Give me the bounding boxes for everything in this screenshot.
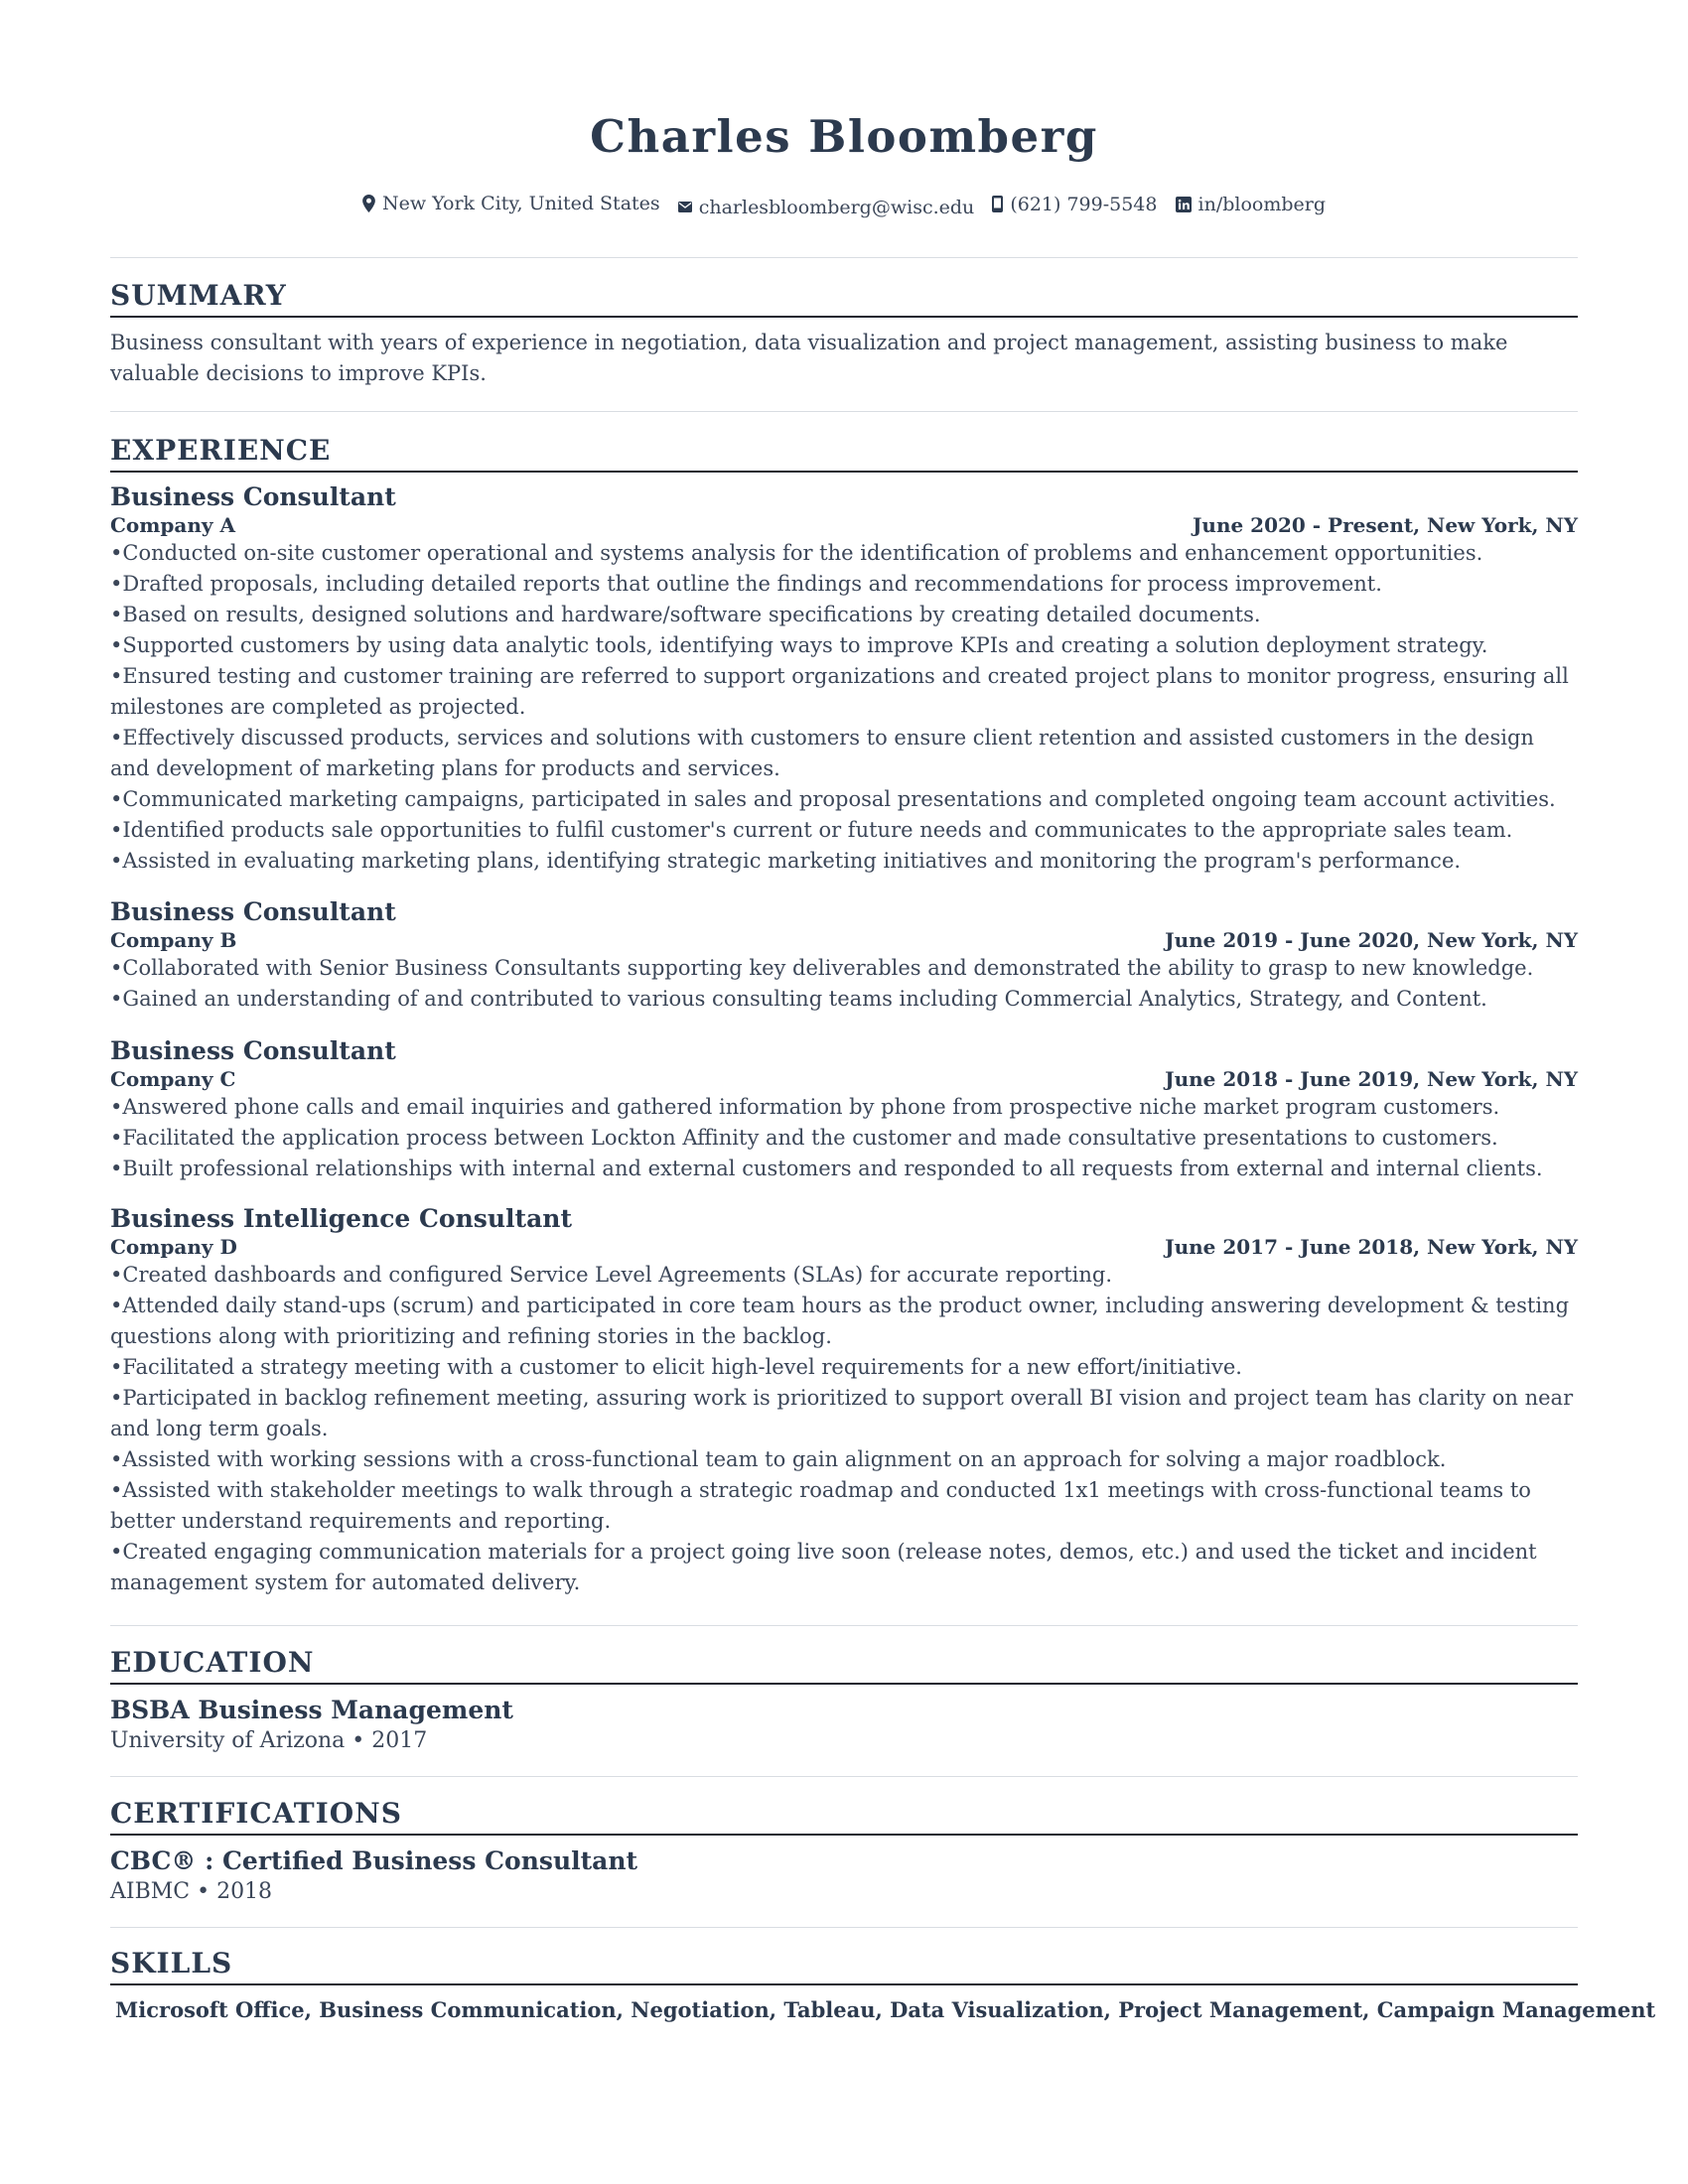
summary-text: Business consultant with years of experience in negotiation, data visualization and project management, assisting business to make valuable decisions to improve KPIs. bbox=[110, 331, 1508, 385]
divider bbox=[110, 257, 1578, 258]
section-heading-education: EDUCATION bbox=[110, 1645, 1578, 1685]
location-text: New York City, United States bbox=[381, 193, 660, 214]
divider bbox=[110, 1776, 1578, 1777]
contact-phone[interactable] bbox=[992, 190, 1157, 219]
job-bullet: • Identified products sale opportunities to fulfil customer's current or future needs and communicates to the appropriate sales team. bbox=[110, 815, 1578, 846]
job-subheader bbox=[110, 927, 1578, 953]
linkedin-text[interactable]: in/bloomberg bbox=[1197, 194, 1327, 215]
phone-text[interactable]: (621) 799-5548 bbox=[1010, 193, 1158, 215]
job-bullet: • Built professional relationships with internal and external customers and responded to all requests from external and internal clients. bbox=[110, 1154, 1578, 1184]
linkedin-icon bbox=[1176, 197, 1192, 212]
job-bullet: • Created engaging communication materials for a project going live soon (release notes, demos, etc.) and used the ticket and incident management system for automated delivery. bbox=[110, 1537, 1578, 1598]
job-bullet: • Facilitated the application process between Lockton Affinity and the customer and made consultative presentations to customers. bbox=[110, 1123, 1578, 1154]
contact-email[interactable] bbox=[678, 193, 975, 222]
contact-line bbox=[110, 189, 1578, 222]
job-company: Company B bbox=[110, 928, 237, 952]
section-heading-certifications: CERTIFICATIONS bbox=[110, 1796, 1578, 1836]
certification-entry bbox=[110, 1845, 1578, 1907]
job-company: Company C bbox=[110, 1067, 236, 1091]
job-subheader bbox=[110, 512, 1578, 538]
job-bullet: • Facilitated a strategy meeting with a customer to elicit high-level requirements for a new effort/initiative. bbox=[110, 1352, 1578, 1383]
education-degree: BSBA Business Management bbox=[110, 1696, 513, 1724]
job-bullets bbox=[110, 953, 1578, 1015]
divider bbox=[110, 1625, 1578, 1626]
job-entry bbox=[110, 482, 1578, 877]
candidate-name: Charles Bloomberg bbox=[590, 110, 1098, 163]
job-bullet: • Supported customers by using data analytic tools, identifying ways to improve KPIs and creating a solution deployment strategy. bbox=[110, 630, 1578, 661]
envelope-icon bbox=[678, 202, 692, 212]
section-heading-summary: SUMMARY bbox=[110, 278, 1578, 318]
job-dates-location: June 2018 - June 2019, New York, NY bbox=[1165, 1067, 1578, 1091]
job-bullet: • Effectively discussed products, services and solutions with customers to ensure client retention and assisted customers in the design and development of marketing plans for products and services. bbox=[110, 723, 1578, 784]
job-bullets bbox=[110, 1260, 1578, 1598]
contact-location bbox=[362, 189, 660, 218]
job-entry bbox=[110, 897, 1578, 1015]
job-bullet: • Communicated marketing campaigns, participated in sales and proposal presentations and completed ongoing team account activities. bbox=[110, 784, 1578, 815]
job-title: Business Intelligence Consultant bbox=[110, 1204, 572, 1233]
job-dates-location: June 2019 - June 2020, New York, NY bbox=[1165, 928, 1578, 952]
contact-linkedin[interactable] bbox=[1176, 190, 1327, 219]
divider bbox=[110, 1927, 1578, 1928]
job-bullet: • Conducted on-site customer operational and systems analysis for the identification of problems and enhancement opportunities. bbox=[110, 538, 1578, 569]
job-entry bbox=[110, 1204, 1578, 1598]
section-heading-experience: EXPERIENCE bbox=[110, 433, 1578, 473]
job-bullets bbox=[110, 538, 1578, 877]
job-title: Business Consultant bbox=[110, 897, 396, 926]
education-entry bbox=[110, 1695, 1578, 1756]
job-dates-location: June 2017 - June 2018, New York, NY bbox=[1165, 1235, 1578, 1259]
job-bullet: • Gained an understanding of and contributed to various consulting teams including Commercial Analytics, Strategy, and Content. bbox=[110, 984, 1578, 1015]
email-text[interactable]: charlesbloomberg@wisc.edu bbox=[698, 196, 975, 218]
job-bullet: • Participated in backlog refinement meeting, assuring work is prioritized to support overall BI vision and project team has clarity on near and long term goals. bbox=[110, 1383, 1578, 1444]
job-bullet: • Drafted proposals, including detailed reports that outline the findings and recommendations for process improvement. bbox=[110, 569, 1578, 600]
job-title: Business Consultant bbox=[110, 1036, 396, 1065]
job-entry bbox=[110, 1036, 1578, 1184]
job-bullet: • Assisted with working sessions with a cross-functional team to gain alignment on an approach for solving a major roadblock. bbox=[110, 1444, 1578, 1475]
job-bullet: • Based on results, designed solutions and hardware/software specifications by creating detailed documents. bbox=[110, 600, 1578, 630]
job-bullet: • Attended daily stand-ups (scrum) and participated in core team hours as the product owner, including answering development & testing questions along with prioritizing and refining stories in the backlog. bbox=[110, 1291, 1578, 1352]
job-bullet: • Created dashboards and configured Service Level Agreements (SLAs) for accurate reporting. bbox=[110, 1260, 1578, 1291]
phone-icon bbox=[992, 196, 1003, 212]
job-bullet: • Ensured testing and customer training are referred to support organizations and created project plans to monitor progress, ensuring all milestones are completed as projected. bbox=[110, 661, 1578, 723]
job-bullets bbox=[110, 1092, 1578, 1184]
job-bullet: • Collaborated with Senior Business Consultants supporting key deliverables and demonstrated the ability to grasp to new knowledge. bbox=[110, 953, 1578, 984]
location-pin-icon bbox=[362, 195, 375, 212]
job-subheader bbox=[110, 1066, 1578, 1092]
certification-detail: AIBMC • 2018 bbox=[110, 1879, 273, 1904]
job-title: Business Consultant bbox=[110, 482, 396, 511]
job-subheader bbox=[110, 1234, 1578, 1260]
job-bullet: • Answered phone calls and email inquiries and gathered information by phone from prospective niche market program customers. bbox=[110, 1092, 1578, 1123]
job-company: Company A bbox=[110, 513, 236, 537]
job-company: Company D bbox=[110, 1235, 237, 1259]
education-detail: University of Arizona • 2017 bbox=[110, 1728, 428, 1753]
section-heading-skills: SKILLS bbox=[110, 1946, 1578, 1985]
certification-name: CBC® : Certified Business Consultant bbox=[110, 1846, 638, 1875]
job-bullet: • Assisted with stakeholder meetings to walk through a strategic roadmap and conducted 1x1 meetings with cross-functional teams to better understand requirements and reporting. bbox=[110, 1475, 1578, 1537]
job-dates-location: June 2020 - Present, New York, NY bbox=[1192, 513, 1578, 537]
job-bullet: • Assisted in evaluating marketing plans, identifying strategic marketing initiatives and monitoring the program's performance. bbox=[110, 846, 1578, 877]
divider bbox=[110, 411, 1578, 412]
skills-list: Microsoft Office, Business Communication, Negotiation, Tableau, Data Visualization, Project Management, Campaign Management bbox=[115, 1997, 1656, 2022]
